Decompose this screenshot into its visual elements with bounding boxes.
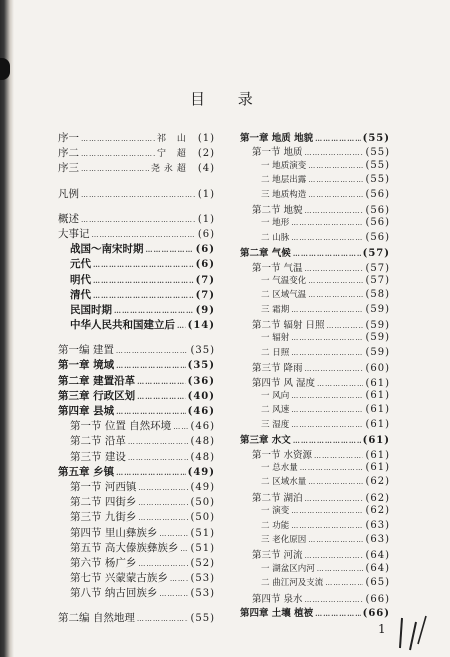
toc-entry[interactable] <box>58 342 215 357</box>
dot-leader <box>81 150 155 158</box>
toc-entry[interactable] <box>240 533 390 547</box>
dot-leader <box>293 436 361 445</box>
toc-right-column <box>240 130 390 619</box>
dot-leader <box>116 407 185 416</box>
toc-entry[interactable] <box>58 555 215 570</box>
dot-leader <box>317 380 363 388</box>
toc-entry[interactable] <box>240 130 390 144</box>
toc-entry[interactable] <box>240 360 390 374</box>
toc-entry[interactable] <box>240 504 390 518</box>
handwritten-mark <box>396 614 432 652</box>
toc-entry-label: 元代 <box>70 258 91 271</box>
dot-leader <box>291 507 363 515</box>
toc-entry[interactable] <box>240 519 390 533</box>
toc-entry-page: (4) <box>197 163 215 175</box>
dot-leader <box>291 349 363 357</box>
toc-entry-page: (55) <box>365 147 390 159</box>
dot-leader <box>116 468 185 477</box>
dot-leader <box>128 438 189 446</box>
dot-leader <box>317 565 364 573</box>
toc-entry-page: (50) <box>190 512 215 524</box>
toc-entry-label: 第四章 县城 <box>58 405 115 417</box>
dot-leader <box>291 421 363 429</box>
toc-entry-page: (52) <box>190 557 215 569</box>
dot-leader <box>305 207 364 215</box>
toc-entry-page: (60) <box>365 363 390 375</box>
toc-entry-page: (46) <box>190 421 215 433</box>
toc-entry[interactable] <box>58 145 215 160</box>
toc-entry[interactable] <box>240 389 390 403</box>
toc-entry-page: (62) <box>365 505 390 517</box>
toc-entry-label: 二 山脉 <box>261 232 290 243</box>
toc-entry-label: 第五章 乡镇 <box>58 465 115 478</box>
toc-entry[interactable] <box>58 570 215 585</box>
book-binding-edge <box>0 0 14 657</box>
toc-entry[interactable] <box>58 418 215 433</box>
toc-entry-label: 第一节 水资源 <box>252 449 313 461</box>
toc-entry[interactable] <box>58 357 215 372</box>
dot-leader <box>291 334 363 342</box>
toc-entry-label: 大事记 <box>58 227 90 240</box>
dot-leader <box>308 191 363 199</box>
toc-entry-label: 一 气温变化 <box>261 275 307 286</box>
toc-entry[interactable] <box>58 256 215 271</box>
toc-entry-page: (46) <box>187 406 215 417</box>
toc-entry-page: (56) <box>365 204 390 216</box>
dot-leader <box>308 536 363 544</box>
toc-entry[interactable] <box>58 464 215 479</box>
dot-leader <box>308 291 363 299</box>
toc-entry[interactable] <box>58 287 215 302</box>
toc-entry-label: 一 总水量 <box>261 462 298 473</box>
toc-entry[interactable] <box>240 591 390 605</box>
toc-entry[interactable] <box>58 433 215 448</box>
toc-entry-page: (6) <box>197 228 215 240</box>
dot-leader <box>159 590 188 598</box>
toc-entry-page: (1) <box>197 213 215 225</box>
dot-leader <box>177 321 186 330</box>
toc-entry[interactable] <box>58 317 215 332</box>
toc-entry-label: 第二节 地貌 <box>252 204 303 216</box>
toc-entry-page: (59) <box>365 346 390 358</box>
dot-leader <box>305 596 364 604</box>
dot-leader <box>159 530 188 538</box>
toc-entry-page: (55) <box>190 613 215 625</box>
toc-entry-author: 祁 山 <box>156 134 190 144</box>
toc-entry-page: (61) <box>365 377 390 389</box>
toc-entry[interactable] <box>240 461 390 475</box>
toc-entry-page: (58) <box>365 289 390 301</box>
toc-entry-page: (56) <box>365 217 390 229</box>
toc-entry-page: (49) <box>190 481 215 493</box>
dot-leader <box>305 552 364 560</box>
dot-leader <box>315 609 360 618</box>
toc-entry-page: (61) <box>362 435 390 447</box>
toc-entry-label: 第四节 里山彝族乡 <box>70 526 158 539</box>
dot-leader <box>138 514 188 522</box>
dot-leader <box>92 231 196 239</box>
dot-leader <box>93 276 194 285</box>
dot-leader <box>138 499 188 507</box>
dot-leader <box>291 392 363 400</box>
toc-entry-label: 明代 <box>70 273 91 286</box>
toc-entry-label: 凡例 <box>58 187 79 200</box>
toc-entry-page: (51) <box>190 542 215 554</box>
toc-entry[interactable] <box>240 159 390 173</box>
toc-entry-label: 第二节 湖泊 <box>252 492 303 504</box>
toc-entry-label: 第三节 河流 <box>252 550 303 562</box>
toc-entry-page: (9) <box>195 304 215 316</box>
toc-entry[interactable] <box>58 525 215 540</box>
toc-entry-label: 第五节 高大傣族彝族乡 <box>70 541 179 554</box>
toc-entry-author: 宁 超 <box>156 149 190 160</box>
dot-leader <box>116 347 189 355</box>
dot-leader <box>116 361 185 370</box>
toc-entry[interactable] <box>240 245 390 259</box>
toc-entry-label: 一 演变 <box>261 506 290 517</box>
toc-entry-label: 第三节 降雨 <box>252 363 303 375</box>
toc-entry[interactable] <box>58 226 215 241</box>
toc-entry-label: 第二节 四街乡 <box>70 496 137 509</box>
toc-entry[interactable] <box>240 216 390 230</box>
toc-entry[interactable] <box>240 346 390 360</box>
toc-entry-label: 第一章 境域 <box>58 359 115 372</box>
toc-entry-page: (7) <box>195 274 215 286</box>
toc-entry-label: 第六节 杨广乡 <box>70 556 137 569</box>
toc-entry[interactable] <box>58 479 215 494</box>
dot-leader <box>81 191 196 199</box>
toc-entry[interactable] <box>58 449 215 464</box>
dot-leader <box>308 176 363 184</box>
toc-entry[interactable] <box>240 331 390 345</box>
dot-leader <box>293 249 361 258</box>
toc-entry[interactable] <box>240 260 390 274</box>
toc-entry-label: 二 区域气温 <box>261 290 307 301</box>
toc-spacer <box>58 201 215 211</box>
page-title: 目 录 <box>190 90 267 108</box>
toc-entry-page: (63) <box>365 533 390 545</box>
toc-entry-page: (7) <box>195 289 215 301</box>
toc-entry[interactable] <box>240 188 390 202</box>
toc-entry-label: 第三章 行政区划 <box>58 389 136 402</box>
dot-leader <box>308 277 363 285</box>
toc-entry[interactable] <box>240 605 390 619</box>
toc-entry-page: (35) <box>187 360 215 372</box>
toc-entry-page: (48) <box>190 451 215 463</box>
toc-entry-page: (57) <box>365 274 390 286</box>
toc-entry[interactable] <box>240 144 390 158</box>
toc-entry-label: 一 地形 <box>261 218 290 229</box>
toc-entry-label: 第四章 土壤 植被 <box>240 607 314 619</box>
toc-entry[interactable] <box>240 490 390 504</box>
toc-entry-page: (53) <box>190 588 215 600</box>
toc-entry-label: 序三 <box>58 162 79 175</box>
toc-entry[interactable] <box>58 610 215 625</box>
toc-entry-label: 二 风速 <box>261 405 290 416</box>
toc-entry-page: (59) <box>365 320 390 332</box>
toc-entry-label: 二 功能 <box>261 520 290 531</box>
dot-leader <box>81 216 196 224</box>
toc-entry[interactable] <box>58 272 215 287</box>
toc-entry-label: 第一节 气温 <box>252 262 303 274</box>
toc-entry-page: (36) <box>187 375 215 387</box>
toc-entry-label: 三 老化原因 <box>261 534 307 545</box>
toc-spacer <box>58 176 215 186</box>
toc-entry-label: 二 日照 <box>261 347 290 358</box>
dot-leader <box>291 406 363 414</box>
toc-entry[interactable] <box>240 375 390 389</box>
toc-entry-page: (55) <box>365 159 390 171</box>
toc-entry[interactable] <box>240 403 390 417</box>
toc-entry-label: 第二编 自然地理 <box>58 612 135 625</box>
toc-entry[interactable] <box>58 186 215 201</box>
dot-leader <box>146 245 194 254</box>
dot-leader <box>308 478 363 486</box>
toc-entry-page: (55) <box>365 174 390 186</box>
toc-entry-label: 第三节 九街乡 <box>70 511 137 524</box>
dot-leader <box>305 149 364 157</box>
toc-spacer <box>58 332 215 342</box>
dot-leader <box>305 365 364 373</box>
dot-leader <box>173 423 188 431</box>
dot-leader <box>137 615 189 623</box>
toc-entry-label: 概述 <box>58 212 79 225</box>
toc-entry[interactable] <box>58 130 215 145</box>
toc-entry-label: 第一编 建置 <box>58 344 114 357</box>
toc-entry-label: 第一节 位置 自然环境 <box>70 420 172 433</box>
toc-entry[interactable] <box>58 211 215 226</box>
toc-entry[interactable] <box>240 274 390 288</box>
toc-entry-label: 二 曲江河及支流 <box>261 578 324 589</box>
toc-entry-page: (57) <box>362 248 390 260</box>
toc-entry-label: 中华人民共和国建立后 <box>70 319 175 332</box>
toc-entry-label: 第三节 建设 <box>70 450 126 463</box>
page-number: 1 <box>378 622 386 636</box>
toc-entry-page: (14) <box>187 320 215 332</box>
toc-entry-page: (61) <box>365 461 390 473</box>
toc-entry-page: (6) <box>195 259 215 271</box>
toc-entry-page: (48) <box>190 436 215 448</box>
toc-entry-page: (51) <box>190 527 215 539</box>
toc-entry-page: (62) <box>365 476 390 488</box>
toc-entry-page: (66) <box>362 607 390 619</box>
toc-entry-page: (53) <box>190 573 215 585</box>
toc-left-column <box>58 130 215 626</box>
toc-entry-page: (50) <box>190 497 215 509</box>
toc-entry-label: 第一章 地质 地貌 <box>240 133 314 144</box>
toc-entry-label: 第八节 纳古回族乡 <box>70 587 158 600</box>
toc-entry[interactable] <box>240 303 390 317</box>
toc-entry[interactable] <box>58 160 215 175</box>
toc-entry-page: (35) <box>190 345 215 357</box>
toc-entry-page: (1) <box>197 188 215 200</box>
toc-entry-label: 一 辐射 <box>261 333 290 344</box>
toc-entry-label: 第七节 兴蒙蒙古族乡 <box>70 572 168 585</box>
toc-entry[interactable] <box>58 540 215 555</box>
toc-entry-page: (59) <box>365 303 390 315</box>
toc-entry-label: 序一 <box>58 132 79 144</box>
toc-entry[interactable] <box>58 494 215 509</box>
toc-entry-page: (66) <box>365 593 390 605</box>
toc-entry-page: (56) <box>365 231 390 243</box>
dot-leader <box>180 545 188 553</box>
dot-leader <box>138 484 188 492</box>
toc-entry-page: (63) <box>365 519 390 531</box>
toc-entry-page: (49) <box>187 466 215 478</box>
dot-leader <box>291 306 363 314</box>
toc-entry[interactable] <box>240 231 390 245</box>
dot-leader <box>93 291 194 300</box>
dot-leader <box>291 522 363 530</box>
dot-leader <box>308 162 363 170</box>
toc-entry[interactable] <box>58 302 215 317</box>
toc-entry-label: 第四节 风 湿度 <box>252 377 316 389</box>
toc-entry[interactable] <box>240 475 390 489</box>
dot-leader <box>291 219 363 227</box>
dot-leader <box>327 322 364 330</box>
toc-entry[interactable] <box>240 432 390 446</box>
toc-entry[interactable] <box>58 241 215 256</box>
toc-entry[interactable] <box>58 509 215 524</box>
toc-entry-label: 第二节 辐射 日照 <box>252 320 325 332</box>
toc-entry-label: 第二章 气候 <box>240 248 291 260</box>
toc-entry-page: (61) <box>365 449 390 461</box>
toc-entry-page: (59) <box>365 332 390 344</box>
toc-entry-page: (64) <box>365 562 390 574</box>
toc-entry-page: (62) <box>365 492 390 504</box>
toc-entry[interactable] <box>240 202 390 216</box>
toc-entry[interactable] <box>58 373 215 388</box>
toc-entry-label: 第三章 水文 <box>240 435 291 447</box>
toc-entry-label: 序二 <box>58 147 79 160</box>
toc-entry[interactable] <box>240 173 390 187</box>
toc-entry-page: (56) <box>365 188 390 200</box>
toc-entry-label: 一 风向 <box>261 391 290 402</box>
toc-entry[interactable] <box>240 562 390 576</box>
toc-entry[interactable] <box>240 447 390 461</box>
toc-entry[interactable] <box>240 418 390 432</box>
toc-entry-label: 三 湿度 <box>261 419 290 430</box>
toc-entry[interactable] <box>240 317 390 331</box>
dot-leader <box>114 306 194 315</box>
toc-spacer <box>58 600 215 610</box>
toc-entry-page: (6) <box>195 244 215 256</box>
toc-entry[interactable] <box>240 547 390 561</box>
dot-leader <box>325 579 363 587</box>
dot-leader <box>137 377 185 386</box>
toc-entry-label: 三 霜期 <box>261 304 290 315</box>
toc-entry-page: (57) <box>365 262 390 274</box>
dot-leader <box>170 575 189 583</box>
toc-entry-label: 第一节 地质 <box>252 147 303 159</box>
toc-entry-page: (55) <box>362 133 390 144</box>
toc-entry-label: 清代 <box>70 288 91 301</box>
toc-entry-label: 第二章 建置沿革 <box>58 374 136 387</box>
dot-leader <box>291 234 363 242</box>
dot-leader <box>314 452 363 460</box>
toc-entry-label: 二 地层出露 <box>261 175 307 186</box>
toc-entry-label: 第二节 沿革 <box>70 435 126 448</box>
toc-entry-page: (61) <box>365 390 390 402</box>
toc-entry-label: 三 地质构造 <box>261 189 307 200</box>
dot-leader <box>315 134 360 143</box>
toc-entry-label: 一 湖盆区内河 <box>261 563 315 574</box>
toc-entry-label: 第一节 河西镇 <box>70 480 137 493</box>
dot-leader <box>81 165 149 173</box>
toc-entry-label: 民国时期 <box>70 303 112 316</box>
toc-entry-page: (2) <box>197 148 215 160</box>
dot-leader <box>137 392 185 401</box>
toc-entry-page: (1) <box>197 133 215 144</box>
toc-entry-page: (61) <box>365 404 390 416</box>
toc-entry[interactable] <box>240 288 390 302</box>
toc-entry[interactable] <box>58 585 215 600</box>
toc-entry-label: 一 地质演变 <box>261 160 307 171</box>
toc-entry-label: 战国～南宋时期 <box>70 243 144 256</box>
toc-entry-label: 二 区域水量 <box>261 477 307 488</box>
dot-leader <box>305 495 364 503</box>
toc-entry-page: (64) <box>365 550 390 562</box>
toc-entry[interactable] <box>58 403 215 418</box>
toc-entry-page: (65) <box>365 577 390 589</box>
dot-leader <box>300 464 364 472</box>
toc-entry[interactable] <box>240 576 390 590</box>
toc-entry-page: (40) <box>187 390 215 402</box>
dot-leader <box>305 265 364 273</box>
toc-entry-page: (61) <box>365 418 390 430</box>
dot-leader <box>138 560 188 568</box>
dot-leader <box>81 135 155 143</box>
toc-entry-label: 第四节 泉水 <box>252 593 303 605</box>
toc-entry[interactable] <box>58 388 215 403</box>
toc-entry-author: 尧永超 <box>150 164 190 175</box>
dot-leader <box>128 454 189 462</box>
dot-leader <box>93 260 194 269</box>
